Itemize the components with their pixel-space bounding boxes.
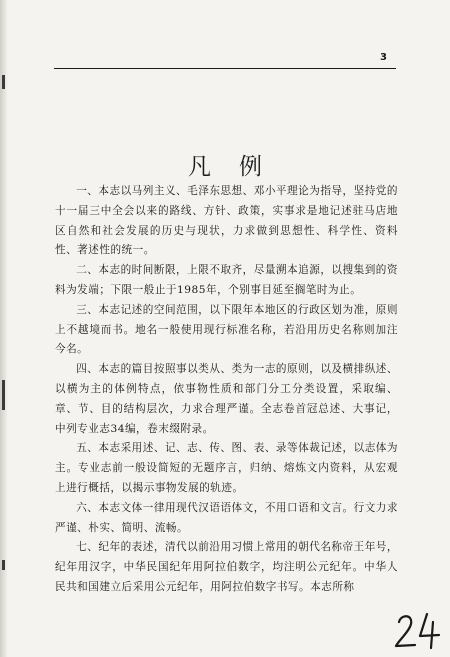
edge-mark xyxy=(2,560,5,570)
paragraph-4: 四、本志的篇目按照事以类从、类为一志的原则，以及横排纵述、以横为主的体例特点，依事物性质和部门分工分类设置，采取编、章、节、目的结构层次，力求合理严谨。全志卷首冠总述、大事记，中列专业志34编，卷末缀附录。 xyxy=(55,363,398,435)
edge-mark xyxy=(2,75,5,89)
paragraph-3: 三、本志记述的空间范围，以下限年本地区的行政区划为准，原则上不越境而书。地名一般使用现行标准名称，若沿用历史名称则加注今名。 xyxy=(55,303,398,356)
paragraph-5: 五、本志采用述、记、志、传、图、表、录等体裁记述，以志体为主。专业志前一般设简短的无题序言，归纳、熔炼文内资料，从宏观上进行概括，以揭示事物发展的轨迹。 xyxy=(55,442,398,494)
page-number: 3 xyxy=(380,52,387,63)
page-title: 凡例 xyxy=(188,154,290,181)
paragraph-6: 六、本志文体一律用现代汉语语体文，不用口语和文言。行文力求严谨、朴实、简明、流畅。 xyxy=(55,501,398,534)
paragraph-1: 一、本志以马列主义、毛泽东思想、邓小平理论为指导，坚持党的十一届三中全会以来的路线、方针、政策，实事求是地记述驻马店地区自然和社会发展的历史与现状，力求做到思想性、科学性、资料性、著述性的统一。 xyxy=(55,185,398,257)
body-text xyxy=(55,182,398,598)
header-rule xyxy=(54,68,396,69)
paragraph-7: 七、纪年的表述，清代以前沿用习惯上常用的朝代名称帝王年号，纪年用汉字，中华民国纪年用阿拉伯数字，均注明公元纪年。中华人民共和国建立后采用公元纪年，用阿拉伯数字书写。本志所称 xyxy=(55,541,398,593)
paragraph-2: 二、本志的时间断限，上限不取齐，尽量溯本追源，以搜集到的资料为发端；下限一般止于1985年，个别事目延至搁笔时为止。 xyxy=(55,264,398,296)
handwritten-page-note xyxy=(393,610,443,650)
edge-mark xyxy=(2,380,5,410)
page-left-edge xyxy=(0,0,8,657)
